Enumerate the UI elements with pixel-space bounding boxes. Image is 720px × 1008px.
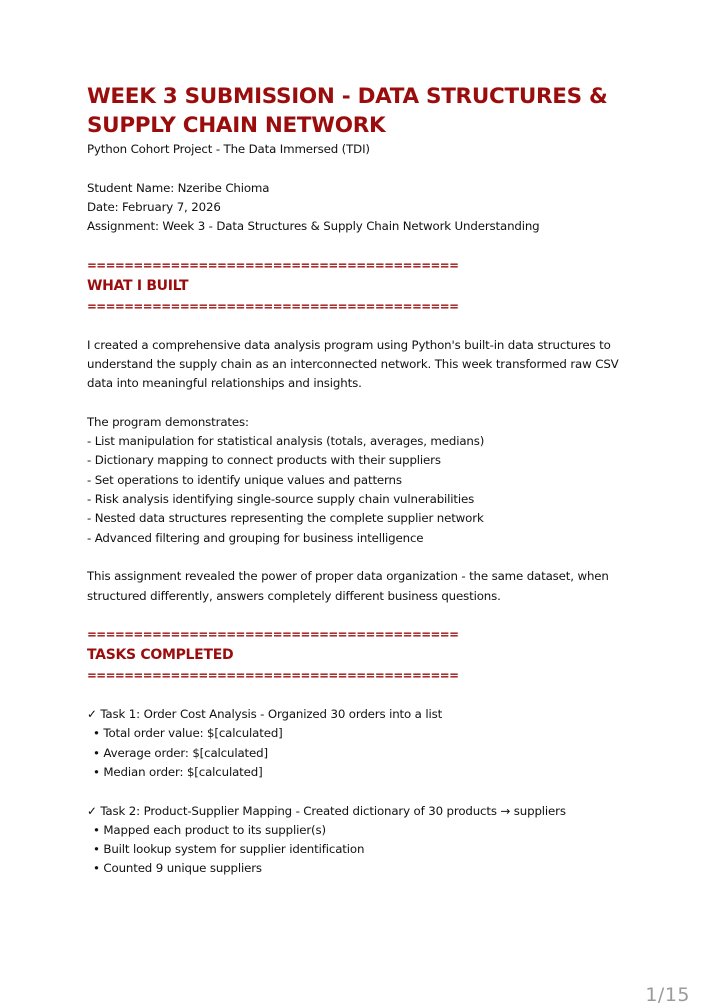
list-item: - Risk analysis identifying single-source supply chain vulnerabilities (87, 492, 475, 507)
page-number: 1/15 (645, 984, 690, 1006)
document-page (87, 82, 647, 879)
spacer (87, 316, 647, 335)
list-item: - Dictionary mapping to connect products with their suppliers (87, 453, 441, 468)
list-item: - List manipulation for statistical analysis (totals, averages, medians) (87, 434, 485, 449)
task-title: ✓ Task 2: Product-Supplier Mapping - Created dictionary of 30 products → suppliers (87, 803, 566, 818)
section-heading-what-i-built: WHAT I BUILT (87, 278, 189, 295)
task-bullet: • Average order: $[calculated] (93, 745, 268, 760)
section-heading-tasks-completed: TASKS COMPLETED (87, 647, 234, 664)
paragraph-line: structured differently, answers completely different business questions. (87, 588, 501, 603)
task-bullet: • Counted 9 unique suppliers (93, 861, 262, 876)
spacer (87, 236, 647, 255)
paragraph-line: data into meaningful relationships and insights. (87, 376, 362, 391)
spacer (87, 394, 647, 413)
task-bullet: • Mapped each product to its supplier(s) (93, 822, 326, 837)
paragraph-line: understand the supply chain as an interconnected network. This week transformed raw CSV (87, 356, 619, 371)
section-separator: ======================================== (87, 668, 459, 683)
spacer (87, 686, 647, 705)
list-item: - Set operations to identify unique values and patterns (87, 472, 402, 487)
task-title: ✓ Task 1: Order Cost Analysis - Organized 30 orders into a list (87, 707, 443, 722)
spacer (87, 782, 647, 801)
spacer (87, 606, 647, 625)
paragraph-line: This assignment revealed the power of proper data organization - the same dataset, when (87, 569, 609, 584)
spacer (87, 548, 647, 567)
section-separator: ======================================== (87, 257, 459, 272)
list-item: - Advanced filtering and grouping for business intelligence (87, 530, 424, 545)
task-bullet: • Median order: $[calculated] (93, 764, 263, 779)
student-name: Student Name: Nzeribe Chioma (87, 180, 270, 195)
task-bullet: • Built lookup system for supplier identification (93, 842, 365, 857)
submission-date: Date: February 7, 2026 (87, 199, 221, 214)
spacer (87, 159, 647, 178)
paragraph-line: I created a comprehensive data analysis program using Python's built-in data structures to (87, 337, 611, 352)
list-item: - Nested data structures representing the complete supplier network (87, 511, 484, 526)
task-bullet: • Total order value: $[calculated] (93, 726, 283, 741)
assignment-line: Assignment: Week 3 - Data Structures & Supply Chain Network Understanding (87, 219, 540, 234)
section-separator: ======================================== (87, 627, 459, 642)
document-subtitle: Python Cohort Project - The Data Immersed (TDI) (87, 142, 370, 156)
section-separator: ======================================== (87, 299, 459, 314)
document-title: WEEK 3 SUBMISSION - DATA STRUCTURES & SUPPLY CHAIN NETWORK (87, 84, 608, 138)
list-intro: The program demonstrates: (87, 414, 249, 429)
